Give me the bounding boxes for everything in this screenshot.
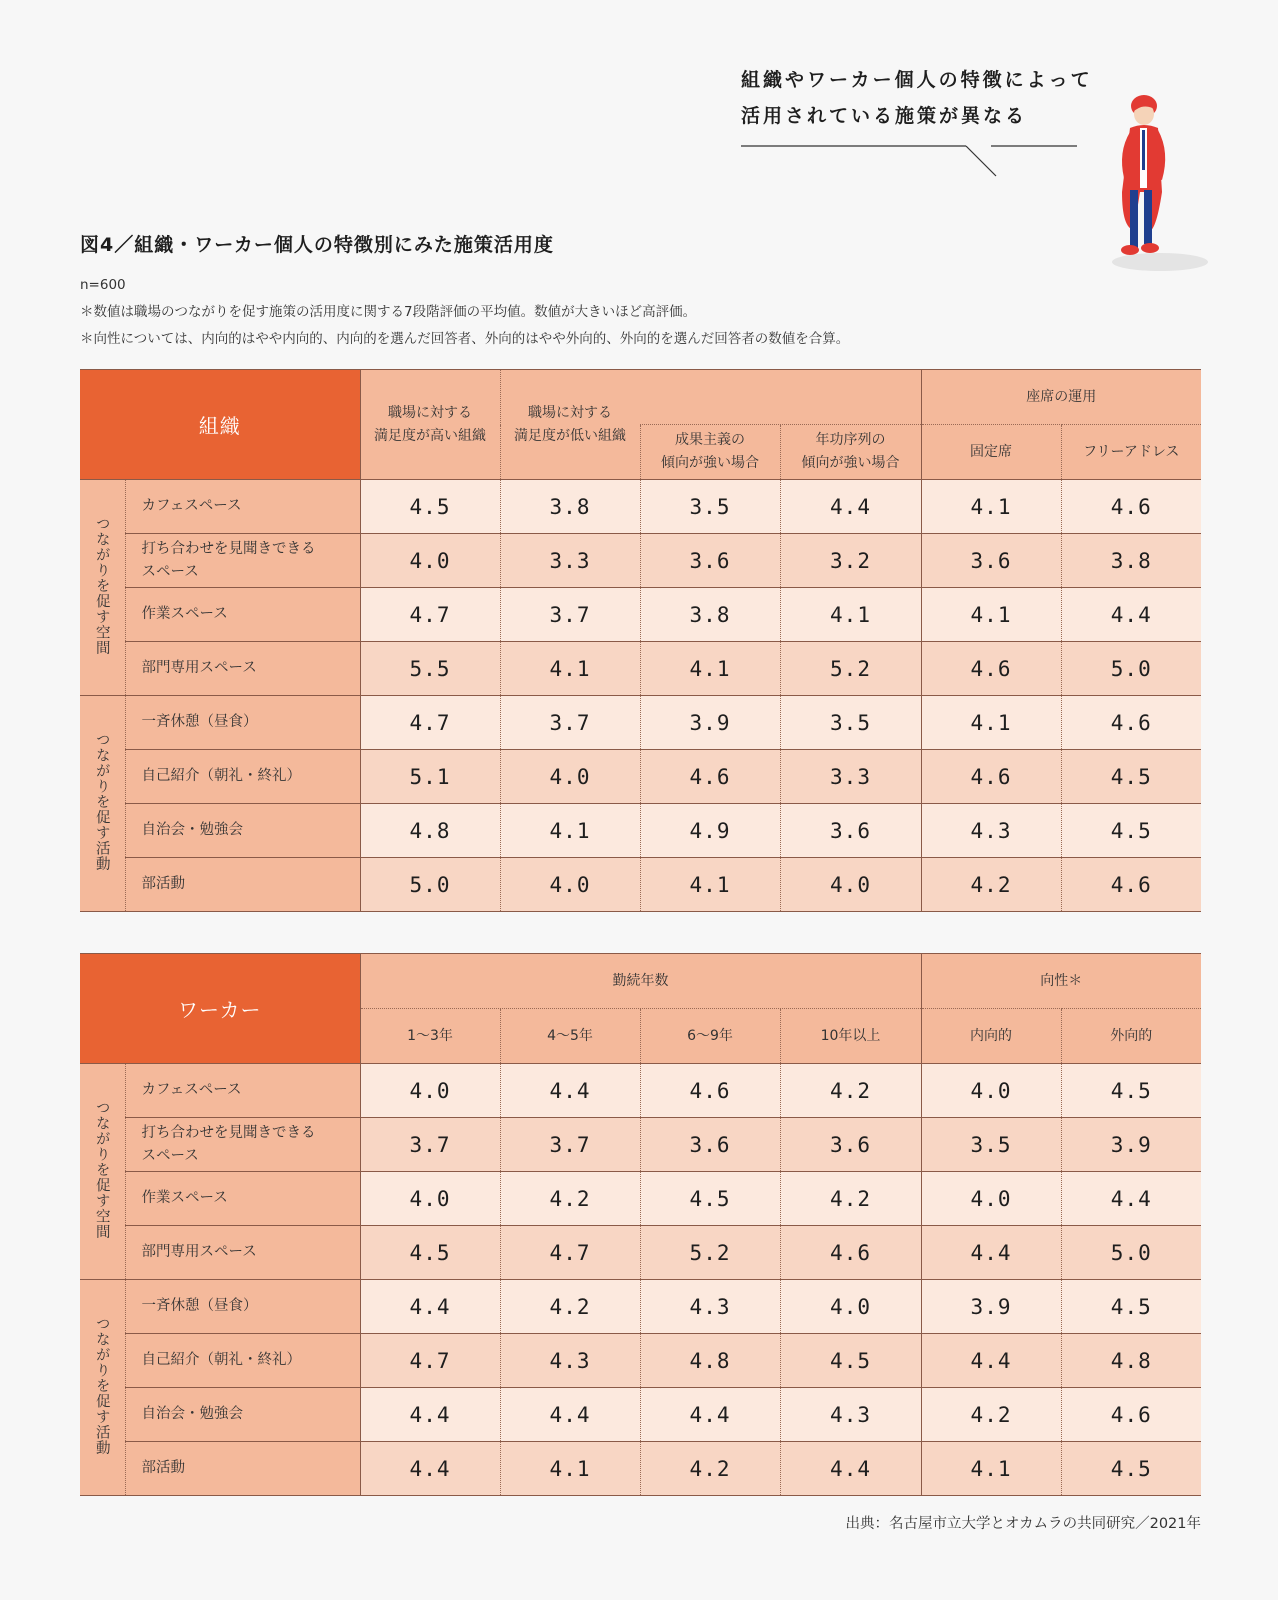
callout bbox=[741, 62, 1101, 134]
table-cell: 4.5 bbox=[360, 1226, 500, 1280]
table-cell: 5.1 bbox=[360, 750, 500, 804]
table-cell: 4.4 bbox=[921, 1226, 1061, 1280]
row-label bbox=[125, 1118, 360, 1172]
table-cell: 4.6 bbox=[921, 642, 1061, 696]
col-header-line: 年功序列の bbox=[815, 432, 886, 448]
row-label: 自己紹介（朝礼・終礼） bbox=[125, 750, 360, 804]
col-header-performance bbox=[640, 425, 780, 480]
table-cell: 4.4 bbox=[1061, 588, 1201, 642]
table-cell: 4.1 bbox=[500, 804, 640, 858]
row-label: カフェスペース bbox=[125, 1064, 360, 1118]
organization-table bbox=[80, 369, 1201, 912]
table-cell: 4.0 bbox=[780, 858, 921, 912]
table-cell: 3.8 bbox=[640, 588, 780, 642]
note-2: ＊向性については、内向的はやや内向的、内向的を選んだ回答者、外向的はやや外向的、外向的を選んだ回答者の数値を合算。 bbox=[80, 331, 850, 347]
table-cell: 4.6 bbox=[780, 1226, 921, 1280]
row-label-line: スペース bbox=[141, 1147, 199, 1164]
table-cell: 3.6 bbox=[640, 1118, 780, 1172]
table-cell: 4.4 bbox=[780, 1442, 921, 1496]
source-credit: 出典：名古屋市立大学とオカムラの共同研究／2021年 bbox=[845, 1516, 1201, 1532]
table-cell: 4.6 bbox=[1061, 480, 1201, 534]
table-cell: 4.4 bbox=[360, 1442, 500, 1496]
table-cell: 4.8 bbox=[1061, 1334, 1201, 1388]
table-cell: 4.4 bbox=[1061, 1172, 1201, 1226]
callout-line-1: 組織やワーカー個人の特徴によって bbox=[741, 69, 1093, 91]
col-header-low-satisfaction bbox=[500, 370, 640, 480]
table-cell: 5.5 bbox=[360, 642, 500, 696]
table-cell: 4.6 bbox=[640, 750, 780, 804]
callout-pointer bbox=[741, 138, 1081, 180]
group-label-activity bbox=[80, 696, 125, 912]
table-cell: 4.3 bbox=[640, 1280, 780, 1334]
row-label: 作業スペース bbox=[125, 1172, 360, 1226]
callout-line-2: 活用されている施策が異なる bbox=[741, 105, 1028, 127]
table-cell: 3.7 bbox=[360, 1118, 500, 1172]
table-cell: 3.3 bbox=[780, 750, 921, 804]
table-cell: 4.8 bbox=[640, 1334, 780, 1388]
col-header: 4〜5年 bbox=[500, 1009, 640, 1064]
table-cell: 4.2 bbox=[921, 1388, 1061, 1442]
row-label: 一斉休憩（昼食） bbox=[125, 1280, 360, 1334]
group-label-space bbox=[80, 1064, 125, 1280]
table-cell: 4.5 bbox=[1061, 1064, 1201, 1118]
table-cell: 3.8 bbox=[500, 480, 640, 534]
table-cell: 4.4 bbox=[500, 1064, 640, 1118]
table-cell: 5.0 bbox=[1061, 642, 1201, 696]
table-cell: 4.5 bbox=[1061, 804, 1201, 858]
table-cell: 4.8 bbox=[360, 804, 500, 858]
row-label: 部活動 bbox=[125, 858, 360, 912]
table-cell: 4.0 bbox=[360, 1064, 500, 1118]
group-label-text: つながりを促す活動 bbox=[93, 731, 110, 872]
table-cell: 4.7 bbox=[360, 1334, 500, 1388]
col-header-seniority bbox=[780, 425, 921, 480]
table-cell: 4.5 bbox=[360, 480, 500, 534]
col-group-seating: 座席の運用 bbox=[921, 370, 1201, 425]
row-label: 部門専用スペース bbox=[125, 642, 360, 696]
table-cell: 4.1 bbox=[500, 642, 640, 696]
table-cell: 3.7 bbox=[500, 696, 640, 750]
table-cell: 4.5 bbox=[640, 1172, 780, 1226]
table-cell: 4.1 bbox=[640, 858, 780, 912]
col-header-line: 満足度が低い組織 bbox=[514, 427, 626, 444]
table-cell: 4.0 bbox=[921, 1064, 1061, 1118]
table-cell: 4.4 bbox=[780, 480, 921, 534]
table-cell: 3.3 bbox=[500, 534, 640, 588]
row-label: 部門専用スペース bbox=[125, 1226, 360, 1280]
table-cell: 4.4 bbox=[360, 1388, 500, 1442]
col-header-line: 成果主義の bbox=[675, 432, 745, 448]
table-cell: 4.3 bbox=[921, 804, 1061, 858]
group-label-text: つながりを促す空間 bbox=[93, 1099, 110, 1240]
table-cell: 5.2 bbox=[640, 1226, 780, 1280]
col-header-blank bbox=[640, 370, 921, 425]
col-header-free-address: フリーアドレス bbox=[1061, 425, 1201, 480]
table-cell: 4.6 bbox=[1061, 696, 1201, 750]
table-cell: 3.8 bbox=[1061, 534, 1201, 588]
row-label: 自治会・勉強会 bbox=[125, 1388, 360, 1442]
table-cell: 4.1 bbox=[921, 480, 1061, 534]
table-cell: 4.1 bbox=[921, 1442, 1061, 1496]
table-cell: 5.0 bbox=[360, 858, 500, 912]
table-cell: 3.6 bbox=[780, 1118, 921, 1172]
table-cell: 3.7 bbox=[500, 588, 640, 642]
col-group-tenure: 勤続年数 bbox=[360, 954, 921, 1009]
col-header: 10年以上 bbox=[780, 1009, 921, 1064]
table-cell: 4.2 bbox=[500, 1280, 640, 1334]
table-cell: 4.0 bbox=[360, 1172, 500, 1226]
col-header: 外向的 bbox=[1061, 1009, 1201, 1064]
sample-size: n=600 bbox=[80, 277, 126, 293]
table-cell: 4.7 bbox=[360, 588, 500, 642]
table-cell: 5.2 bbox=[780, 642, 921, 696]
col-header: 6〜9年 bbox=[640, 1009, 780, 1064]
row-label bbox=[125, 534, 360, 588]
table-cell: 4.1 bbox=[921, 696, 1061, 750]
table-cell: 3.9 bbox=[921, 1280, 1061, 1334]
table-cell: 3.6 bbox=[921, 534, 1061, 588]
table-cell: 4.6 bbox=[640, 1064, 780, 1118]
table-cell: 4.2 bbox=[780, 1172, 921, 1226]
table-cell: 3.5 bbox=[780, 696, 921, 750]
table-cell: 3.5 bbox=[921, 1118, 1061, 1172]
table-cell: 4.4 bbox=[500, 1388, 640, 1442]
figure-title: 図4／組織・ワーカー個人の特徴別にみた施策活用度 bbox=[80, 234, 554, 256]
table-cell: 4.5 bbox=[1061, 750, 1201, 804]
table-cell: 3.6 bbox=[780, 804, 921, 858]
col-header-line: 傾向が強い場合 bbox=[801, 455, 900, 471]
table-cell: 4.4 bbox=[640, 1388, 780, 1442]
table-cell: 4.3 bbox=[780, 1388, 921, 1442]
table-cell: 4.0 bbox=[500, 858, 640, 912]
table-cell: 4.5 bbox=[1061, 1442, 1201, 1496]
group-label-text: つながりを促す空間 bbox=[93, 515, 110, 656]
table-cell: 4.3 bbox=[500, 1334, 640, 1388]
table-cell: 4.0 bbox=[500, 750, 640, 804]
worker-table bbox=[80, 953, 1201, 1496]
table-cell: 4.6 bbox=[1061, 1388, 1201, 1442]
table-cell: 4.7 bbox=[360, 696, 500, 750]
table-cell: 4.0 bbox=[921, 1172, 1061, 1226]
table-corner-worker: ワーカー bbox=[80, 954, 360, 1064]
table-cell: 3.5 bbox=[640, 480, 780, 534]
group-label-activity bbox=[80, 1280, 125, 1496]
table-cell: 4.1 bbox=[780, 588, 921, 642]
table-cell: 4.5 bbox=[780, 1334, 921, 1388]
group-label-space bbox=[80, 480, 125, 696]
table-cell: 3.7 bbox=[500, 1118, 640, 1172]
col-header: 内向的 bbox=[921, 1009, 1061, 1064]
table-corner-organization: 組織 bbox=[80, 370, 360, 480]
table-cell: 4.4 bbox=[921, 1334, 1061, 1388]
row-label-line: 打ち合わせを見聞きできる bbox=[141, 540, 316, 557]
col-header-line: 職場に対する bbox=[388, 404, 472, 421]
col-header-fixed-seat: 固定席 bbox=[921, 425, 1061, 480]
table-cell: 4.5 bbox=[1061, 1280, 1201, 1334]
col-group-orientation: 向性＊ bbox=[921, 954, 1201, 1009]
table-cell: 4.0 bbox=[780, 1280, 921, 1334]
person-illustration bbox=[1100, 92, 1210, 282]
row-label-line: スペース bbox=[141, 563, 199, 580]
table-cell: 4.1 bbox=[500, 1442, 640, 1496]
note-1: ＊数値は職場のつながりを促す施策の活用度に関する7段階評価の平均値。数値が大きいほど高評価。 bbox=[80, 304, 697, 320]
figure-notes bbox=[80, 272, 849, 353]
col-header-line: 職場に対する bbox=[528, 404, 612, 421]
table-cell: 4.2 bbox=[500, 1172, 640, 1226]
col-header-line: 傾向が強い場合 bbox=[661, 455, 759, 471]
table-cell: 4.7 bbox=[500, 1226, 640, 1280]
table-cell: 4.6 bbox=[921, 750, 1061, 804]
table-cell: 4.1 bbox=[640, 642, 780, 696]
table-cell: 4.2 bbox=[780, 1064, 921, 1118]
row-label: 自己紹介（朝礼・終礼） bbox=[125, 1334, 360, 1388]
table-cell: 4.1 bbox=[921, 588, 1061, 642]
table-cell: 3.9 bbox=[1061, 1118, 1201, 1172]
col-header: 1〜3年 bbox=[360, 1009, 500, 1064]
table-cell: 4.9 bbox=[640, 804, 780, 858]
group-label-text: つながりを促す活動 bbox=[93, 1315, 110, 1456]
table-cell: 4.0 bbox=[360, 534, 500, 588]
table-cell: 4.4 bbox=[360, 1280, 500, 1334]
col-header-line: 満足度が高い組織 bbox=[374, 427, 486, 444]
table-cell: 5.0 bbox=[1061, 1226, 1201, 1280]
col-header-high-satisfaction bbox=[360, 370, 500, 480]
row-label: カフェスペース bbox=[125, 480, 360, 534]
row-label-line: 打ち合わせを見聞きできる bbox=[141, 1124, 316, 1141]
row-label: 作業スペース bbox=[125, 588, 360, 642]
table-cell: 4.2 bbox=[640, 1442, 780, 1496]
table-cell: 3.6 bbox=[640, 534, 780, 588]
table-cell: 3.9 bbox=[640, 696, 780, 750]
row-label: 部活動 bbox=[125, 1442, 360, 1496]
row-label: 自治会・勉強会 bbox=[125, 804, 360, 858]
table-cell: 4.2 bbox=[921, 858, 1061, 912]
table-cell: 3.2 bbox=[780, 534, 921, 588]
row-label: 一斉休憩（昼食） bbox=[125, 696, 360, 750]
table-cell: 4.6 bbox=[1061, 858, 1201, 912]
